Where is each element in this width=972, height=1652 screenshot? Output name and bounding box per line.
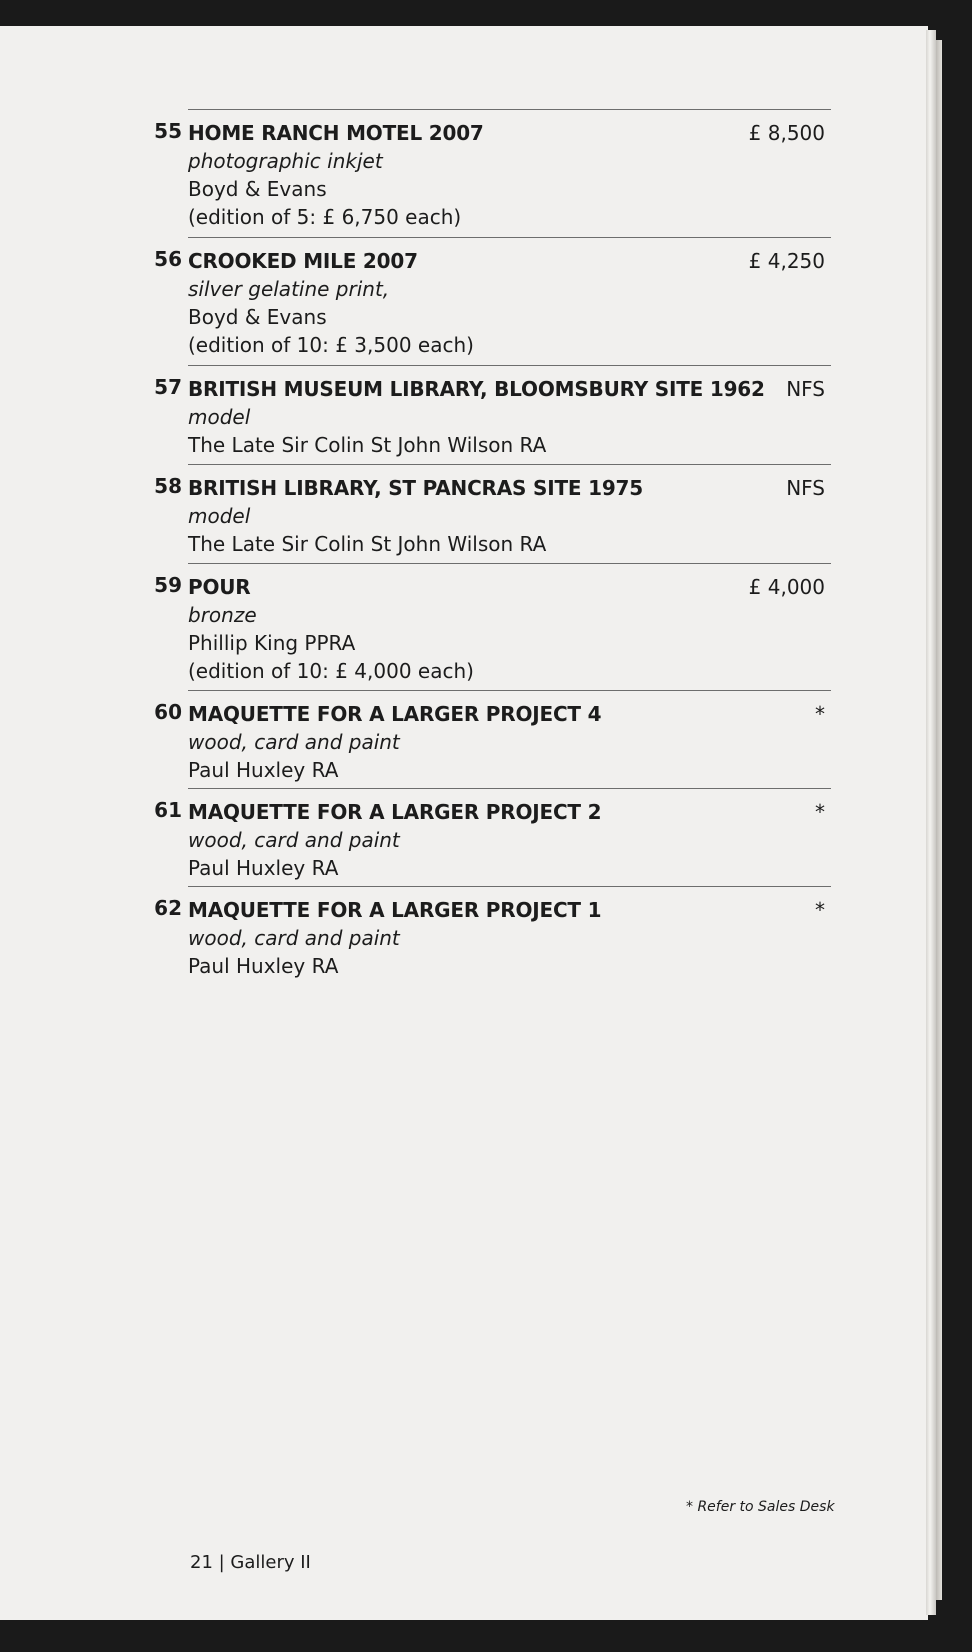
sales-desk-footnote: * Refer to Sales Desk <box>686 1499 835 1515</box>
entry-title: MAQUETTE FOR A LARGER PROJECT 1 <box>188 898 602 922</box>
entry-price: £ 8,500 <box>748 121 825 145</box>
entry-medium: silver gelatine print, <box>188 277 390 301</box>
entry-title: MAQUETTE FOR A LARGER PROJECT 4 <box>188 702 602 726</box>
entry-number: 56 <box>154 247 182 271</box>
entry-number: 59 <box>154 573 182 597</box>
entry-artist: The Late Sir Colin St John Wilson RA <box>188 532 547 556</box>
entry-artist: Paul Huxley RA <box>188 856 339 880</box>
catalogue-entry <box>154 788 831 882</box>
entry-number: 55 <box>154 119 182 143</box>
page-footer: 21 | Gallery II <box>190 1552 311 1573</box>
entry-price: NFS <box>786 476 825 500</box>
entry-title: POUR <box>188 575 251 599</box>
page-edge <box>926 30 936 1615</box>
entry-medium: wood, card and paint <box>188 730 400 754</box>
entry-number: 60 <box>154 700 182 724</box>
entry-artist: Phillip King PPRA <box>188 631 356 655</box>
entry-number: 61 <box>154 798 182 822</box>
entry-title: HOME RANCH MOTEL 2007 <box>188 121 484 145</box>
entry-title: MAQUETTE FOR A LARGER PROJECT 2 <box>188 800 602 824</box>
catalogue-entry <box>154 563 831 685</box>
entry-price: * <box>815 898 825 922</box>
entry-artist: The Late Sir Colin St John Wilson RA <box>188 433 547 457</box>
entry-number: 62 <box>154 896 182 920</box>
entry-artist: Boyd & Evans <box>188 305 327 329</box>
entry-artist: Boyd & Evans <box>188 177 327 201</box>
entry-medium: bronze <box>188 603 257 627</box>
entry-price: £ 4,250 <box>748 249 825 273</box>
entry-edition: (edition of 10: £ 3,500 each) <box>188 333 474 357</box>
entry-price: NFS <box>786 377 825 401</box>
entry-edition: (edition of 10: £ 4,000 each) <box>188 659 474 683</box>
catalogue-entry <box>154 109 831 231</box>
entry-title: CROOKED MILE 2007 <box>188 249 418 273</box>
catalogue-entry <box>154 464 831 558</box>
entry-price: * <box>815 702 825 726</box>
entry-medium: wood, card and paint <box>188 828 400 852</box>
entry-number: 58 <box>154 474 182 498</box>
entry-number: 57 <box>154 375 182 399</box>
entry-price: * <box>815 800 825 824</box>
entry-medium: photographic inkjet <box>188 149 383 173</box>
entry-title: BRITISH MUSEUM LIBRARY, BLOOMSBURY SITE 1962 <box>188 377 765 401</box>
catalogue-entry <box>154 886 831 980</box>
entry-artist: Paul Huxley RA <box>188 954 339 978</box>
entry-medium: wood, card and paint <box>188 926 400 950</box>
catalogue-entry <box>154 690 831 784</box>
entry-medium: model <box>188 405 251 429</box>
entry-price: £ 4,000 <box>748 575 825 599</box>
page-edge-stack <box>936 40 942 1600</box>
entry-title: BRITISH LIBRARY, ST PANCRAS SITE 1975 <box>188 476 643 500</box>
entry-edition: (edition of 5: £ 6,750 each) <box>188 205 462 229</box>
catalogue-entry <box>154 237 831 359</box>
entry-artist: Paul Huxley RA <box>188 758 339 782</box>
entry-medium: model <box>188 504 251 528</box>
catalogue-entry <box>154 365 831 459</box>
